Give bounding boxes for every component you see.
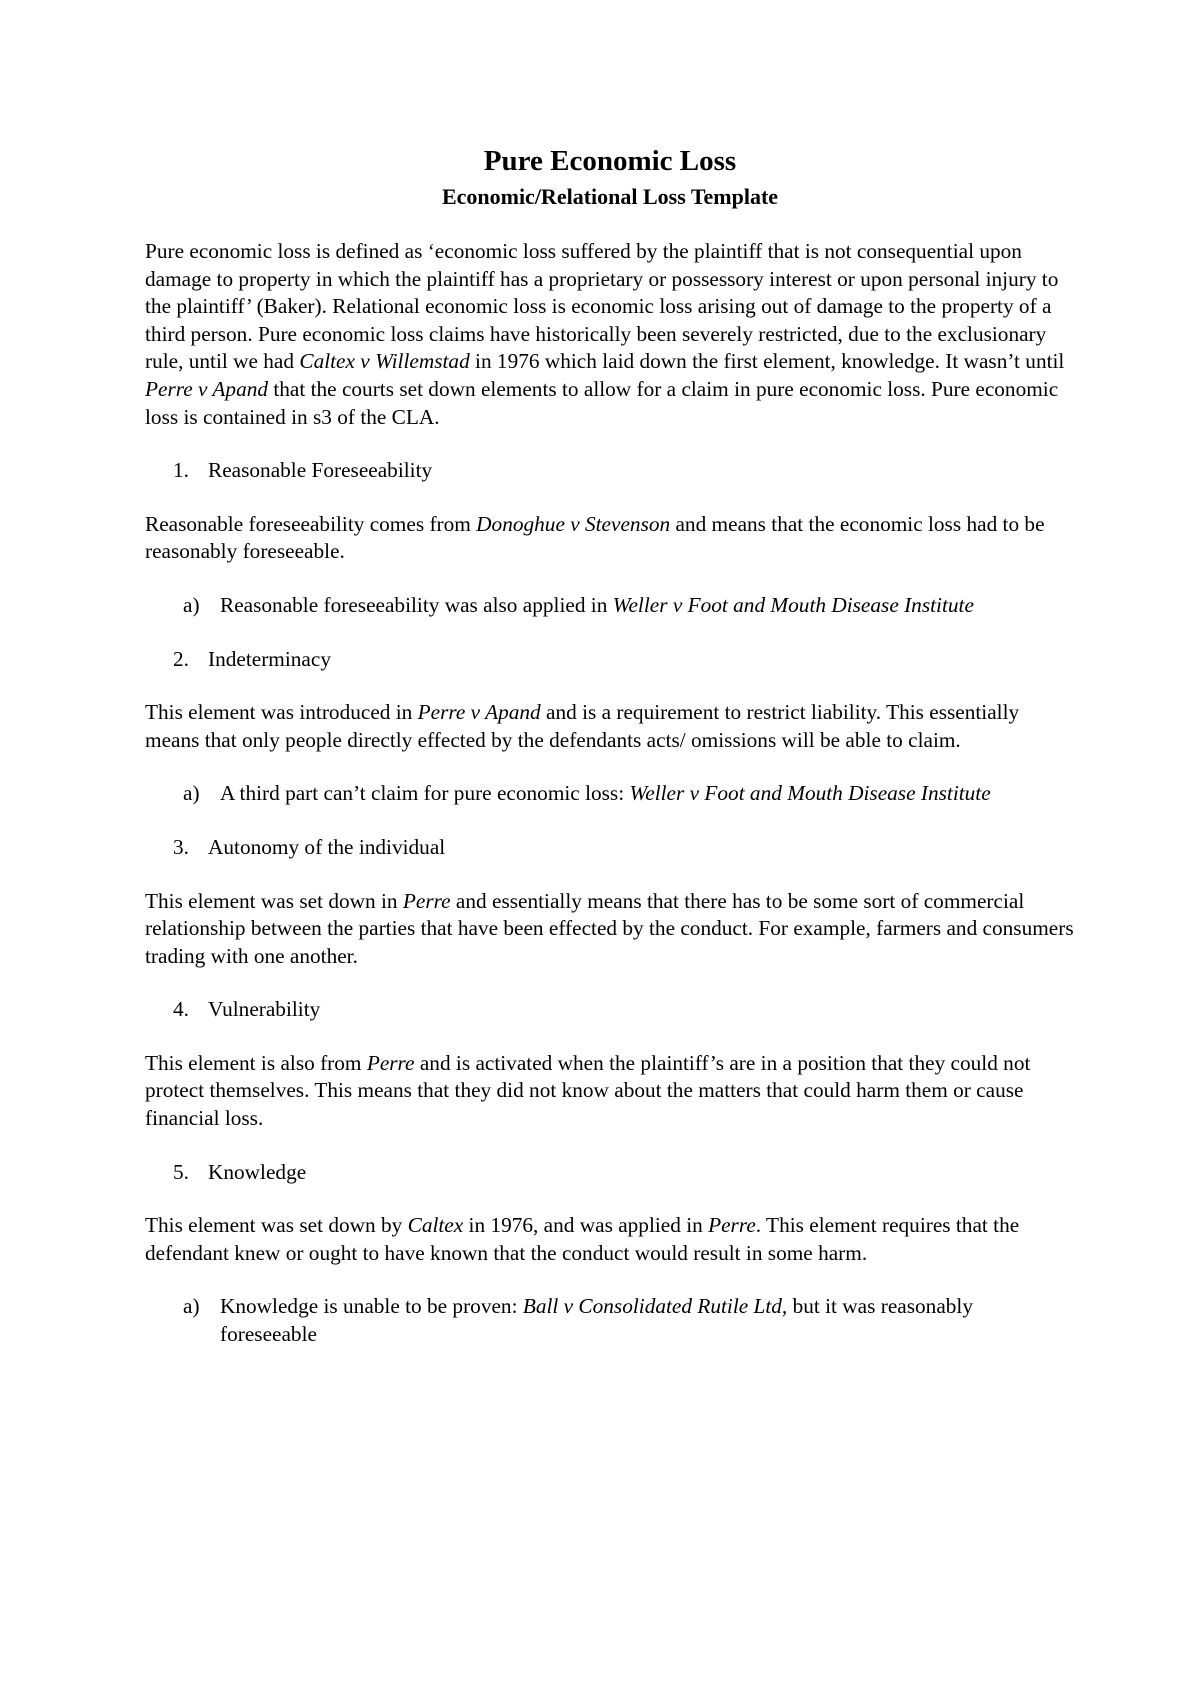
subpoint-text: [220, 1293, 1075, 1348]
subpoint-plain-text: Knowledge is unable to be proven:: [220, 1294, 523, 1319]
case-perre-v-apand: Perre v Apand: [145, 376, 269, 401]
section-title: Autonomy of the individual: [208, 834, 446, 859]
intro-paragraph: [145, 238, 1075, 431]
case-name: Weller v Foot and Mouth Disease Institute: [612, 592, 974, 617]
paragraph-text: in 1976, and was applied in: [463, 1213, 709, 1238]
section-subpoint-5a: [145, 1293, 1075, 1348]
paragraph-text: and is a requirement to restrict liability. This essentially means that only people directly effected by the defendants acts/ omissions will be able to claim.: [145, 700, 1020, 752]
subpoint-text: [220, 780, 1075, 808]
section-title: Reasonable Foreseeability: [208, 458, 433, 483]
case-name: Perre: [366, 1050, 415, 1075]
paragraph-text: . This element requires that the defendant knew or ought to have known that the conduct would result in some harm.: [145, 1213, 1020, 1265]
paragraph-text: and means that the economic loss had to be reasonably foreseeable.: [145, 511, 1045, 564]
section-paragraph-4: [145, 1050, 1075, 1133]
intro-text-1: Pure economic loss is defined as ‘economic loss suffered by the plaintiff that is not consequential upon damage to property in which the plaintiff has a proprietary or possessory interest or upon personal injury to the plaintiff’ (Baker). Relational economic loss is economic loss arising out of damage to the property of a third person. Pure economic loss claims have historically been severely restricted, due to the exclusionary rule, until we had: [145, 239, 1059, 374]
subpoint-plain-text: but it was reasonably foreseeable: [220, 1294, 973, 1347]
subpoint-letter: a): [183, 592, 200, 617]
paragraph-text: Reasonable foreseeability comes from: [145, 511, 477, 536]
paragraph-text: and essentially means that there has to be some sort of commercial relationship between the parties that have been effected by the conduct. For example, farmers and consumers trading with one another.: [145, 888, 1074, 968]
section-subpoint-1a: [145, 592, 1075, 620]
paragraph-text: This element was set down in: [145, 888, 403, 913]
section-heading-4: [145, 996, 1075, 1024]
document-title: Pure Economic Loss: [483, 145, 737, 177]
subpoint-plain-text: Reasonable foreseeability was also applied in: [220, 592, 613, 617]
section-paragraph-5: [145, 1212, 1075, 1267]
section-paragraph-2: [145, 699, 1075, 754]
paragraph-text: This element was introduced in: [145, 700, 418, 725]
section-title: Vulnerability: [208, 997, 321, 1022]
section-heading-1: [145, 457, 1075, 485]
case-name: Donoghue v Stevenson: [476, 511, 671, 536]
section-number: 2.: [173, 646, 189, 671]
section-title: Indeterminacy: [208, 646, 331, 671]
case-name: Weller v Foot and Mouth Disease Institute: [629, 781, 991, 806]
section-subpoint-2a: [145, 780, 1075, 808]
section-number: 4.: [173, 997, 189, 1022]
section-number: 1.: [173, 458, 189, 483]
intro-text-3: that the courts set down elements to allow for a claim in pure economic loss. Pure economic loss is contained in s3 of the CLA.: [145, 376, 1059, 429]
case-name: Ball v Consolidated Rutile Ltd,: [522, 1294, 788, 1319]
subpoint-text: [220, 592, 1075, 620]
document-page: [145, 142, 1075, 1349]
case-name: Perre: [402, 888, 451, 913]
section-title: Knowledge: [208, 1159, 307, 1184]
section-paragraph-3: [145, 888, 1075, 971]
section-paragraph-1: [145, 511, 1075, 566]
case-name: Perre v Apand: [417, 700, 541, 725]
case-name: Perre: [708, 1213, 756, 1238]
subpoint-letter: a): [183, 1294, 200, 1319]
subpoint-letter: a): [183, 781, 200, 806]
case-caltex-v-willemstad: Caltex v Willemstad: [299, 349, 470, 374]
section-number: 5.: [173, 1159, 189, 1184]
section-heading-2: [145, 646, 1075, 674]
section-heading-3: [145, 834, 1075, 862]
document-subtitle: Economic/Relational Loss Template: [441, 184, 779, 209]
paragraph-text: This element is also from: [145, 1050, 367, 1075]
case-name: Caltex: [407, 1213, 464, 1238]
intro-text-2: in 1976 which laid down the first element, knowledge. It wasn’t until: [469, 349, 1065, 374]
section-heading-5: [145, 1159, 1075, 1187]
subpoint-plain-text: A third part can’t claim for pure economic loss:: [220, 781, 630, 806]
section-number: 3.: [173, 834, 189, 859]
paragraph-text: and is activated when the plaintiff’s are in a position that they could not protect themselves. This means that they did not know about the matters that could harm them or cause financial loss.: [145, 1050, 1031, 1131]
paragraph-text: This element was set down by: [145, 1213, 408, 1238]
